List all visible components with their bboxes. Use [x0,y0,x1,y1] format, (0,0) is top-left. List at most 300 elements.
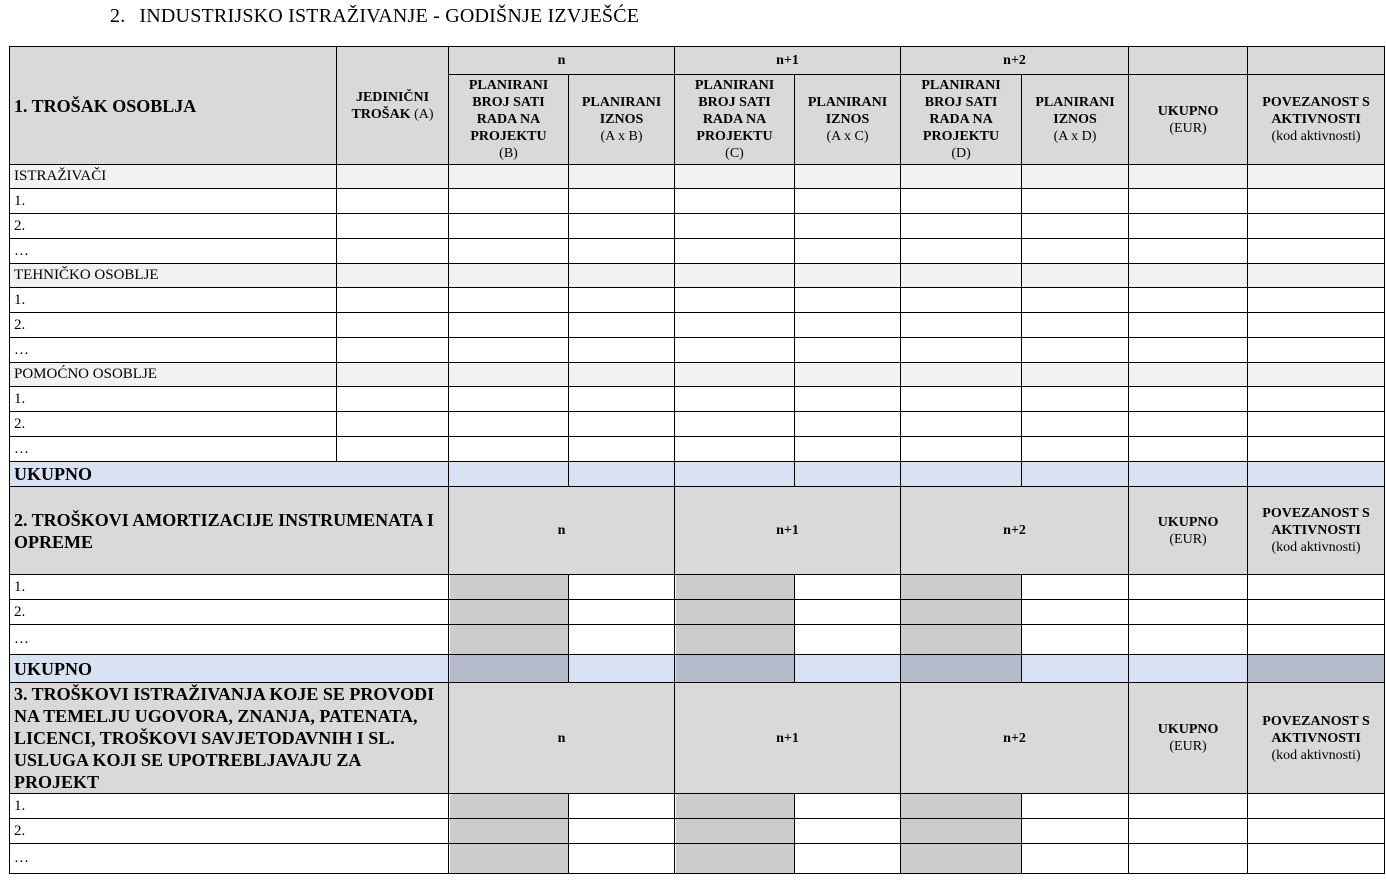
input-cell[interactable] [1248,338,1385,363]
group-cell [337,363,449,387]
link-input-cell[interactable] [1248,794,1385,819]
page-title [110,4,639,28]
total-input-cell[interactable] [1129,819,1248,844]
total-eur-header [1129,683,1248,794]
section2-heading [10,487,449,575]
amount-input-cell[interactable] [795,794,901,819]
planned-hours-header-2 [901,75,1022,165]
total-eur-header [1129,75,1248,165]
input-cell[interactable] [795,412,901,437]
total-input-cell[interactable] [1129,794,1248,819]
row-label [10,239,337,264]
amount-input-cell[interactable] [1022,794,1129,819]
section1-total-row [10,462,1385,487]
input-cell[interactable] [675,239,795,264]
group-label-1: TEHNIČKO OSOBLJE [14,267,159,283]
input-cell[interactable] [1129,338,1248,363]
unit-cost-header [337,47,449,165]
total-row-label [10,655,449,683]
input-cell[interactable] [901,338,1022,363]
year-header-2 [901,683,1129,794]
group-cell [1022,165,1129,189]
row-number: 1. [14,797,26,814]
year-label-2: n+2 [1003,53,1026,68]
input-cell[interactable] [675,214,795,239]
input-cell[interactable] [1129,412,1248,437]
group-cell [337,264,449,288]
planned-amount-header-1 [795,75,901,165]
link-input-cell[interactable] [1248,575,1385,600]
input-cell[interactable] [1022,338,1129,363]
total-row-text: UKUPNO [14,658,92,679]
input-cell[interactable] [1022,437,1129,462]
total-eur-unit: (EUR) [1169,531,1207,547]
table-row [10,189,1385,214]
group-cell [449,264,569,288]
amount-input-cell[interactable] [569,819,675,844]
input-cell[interactable] [337,189,449,214]
row-label [10,437,337,462]
row-number: 1. [14,578,26,595]
hatched-cell [901,575,1022,600]
hatched-total-cell [901,655,1022,683]
table-row [10,819,1385,844]
planned-hours-suffix-2: (D) [951,146,971,161]
year-header-0 [449,47,675,75]
row-number: 2. [14,603,26,620]
row-number: … [14,242,29,259]
input-cell[interactable] [449,239,569,264]
input-cell[interactable] [1248,313,1385,338]
total-input-cell[interactable] [1129,600,1248,625]
input-cell[interactable] [449,412,569,437]
row-label [10,412,337,437]
planned-hours-suffix-0: (B) [499,146,518,161]
year-label-0: n [557,53,566,68]
unit-cost-label: JEDINIČNI TROŠAK [351,89,430,122]
input-cell[interactable] [795,239,901,264]
group-cell [449,165,569,189]
table-row [10,412,1385,437]
section2-total-row [10,655,1385,683]
total-year-header-blank [1129,47,1248,75]
amount-input-cell[interactable] [1022,819,1129,844]
total-eur-unit: (EUR) [1169,739,1207,754]
group-row [10,165,1385,189]
hatched-cell [449,794,569,819]
group-cell [1129,165,1248,189]
year-label-0: n [557,730,566,746]
group-cell [1022,264,1129,288]
section2-header-row [10,487,1385,575]
row-label [10,575,449,600]
hatched-cell [675,819,795,844]
amount-input-cell[interactable] [569,575,675,600]
table-row [10,239,1385,264]
group-cell [901,165,1022,189]
hatched-cell [901,819,1022,844]
group-name-1 [10,264,337,288]
activity-link-unit: (kod aktivnosti) [1271,540,1361,555]
section3-header-row [10,683,1385,794]
amount-input-cell[interactable] [1022,625,1129,655]
link-input-cell[interactable] [1248,600,1385,625]
input-cell[interactable] [1129,288,1248,313]
table-row [10,575,1385,600]
total-row-text: UKUPNO [14,464,92,484]
input-cell[interactable] [795,288,901,313]
hatched-cell [901,625,1022,655]
input-cell[interactable] [1248,214,1385,239]
hatched-cell [449,600,569,625]
hatched-cell [449,625,569,655]
table-row [10,794,1385,819]
row-label [10,313,337,338]
title-text: INDUSTRIJSKO ISTRAŽIVANJE - GODIŠNJE IZVJEŠĆE [139,5,640,27]
input-cell[interactable] [1022,214,1129,239]
input-cell[interactable] [569,288,675,313]
link-input-cell[interactable] [1248,625,1385,655]
input-cell[interactable] [795,214,901,239]
hatched-cell [901,844,1022,874]
row-label [10,600,449,625]
input-cell[interactable] [795,189,901,214]
total-cell[interactable] [1248,462,1385,487]
hatched-cell [449,575,569,600]
input-cell[interactable] [337,239,449,264]
planned-hours-header-0 [449,75,569,165]
amount-input-cell[interactable] [795,600,901,625]
input-cell[interactable] [795,387,901,412]
year-label-1: n+1 [776,730,799,746]
year-label-2: n+2 [1003,730,1026,746]
group-cell [901,363,1022,387]
input-cell[interactable] [569,338,675,363]
planned-amount-suffix-1: (A x C) [826,129,869,144]
planned-hours-label-2: PLANIRANI BROJ SATI RADA NA PROJEKTU [921,78,1001,144]
group-cell [1248,363,1385,387]
hatched-cell [675,575,795,600]
group-row [10,363,1385,387]
total-amount-cell[interactable] [569,655,675,683]
row-label [10,794,449,819]
total-input-cell[interactable] [1129,575,1248,600]
link-input-cell[interactable] [1248,844,1385,874]
row-number: 2. [14,822,26,839]
input-cell[interactable] [1022,387,1129,412]
group-cell [337,165,449,189]
amount-input-cell[interactable] [569,794,675,819]
total-cell[interactable] [675,462,795,487]
hatched-total-cell [449,655,569,683]
table-row [10,625,1385,655]
activity-link-header [1248,683,1385,794]
input-cell[interactable] [337,214,449,239]
amount-input-cell[interactable] [795,844,901,874]
group-label-2: POMOĆNO OSOBLJE [14,366,157,382]
planned-amount-header-2 [1022,75,1129,165]
activity-link-unit: (kod aktivnosti) [1271,747,1361,763]
annual-report-table [9,46,1385,874]
group-cell [675,165,795,189]
row-label [10,387,337,412]
group-row [10,264,1385,288]
hatched-total-cell [675,655,795,683]
amount-input-cell[interactable] [795,819,901,844]
activity-link-unit: (kod aktivnosti) [1271,129,1361,144]
input-cell[interactable] [337,313,449,338]
input-cell[interactable] [1129,189,1248,214]
input-cell[interactable] [1129,239,1248,264]
input-cell[interactable] [901,288,1022,313]
input-cell[interactable] [337,437,449,462]
total-eur-label: UKUPNO [1157,103,1219,119]
row-number: … [14,341,29,358]
total-input-cell[interactable] [1129,844,1248,874]
input-cell[interactable] [449,288,569,313]
row-label [10,625,449,655]
total-cell[interactable] [1022,462,1129,487]
input-cell[interactable] [795,338,901,363]
input-cell[interactable] [1022,313,1129,338]
table-row [10,214,1385,239]
input-cell[interactable] [901,313,1022,338]
hatched-cell [449,844,569,874]
row-number: … [14,631,29,647]
hatched-cell [901,600,1022,625]
hatched-cell [675,844,795,874]
group-cell [795,264,901,288]
activity-link-label: POVEZANOST S AKTIVNOSTI [1262,95,1370,127]
row-label [10,214,337,239]
total-eur-label: UKUPNO [1157,722,1219,737]
section3-heading-text: 3. TROŠKOVI ISTRAŽIVANJA KOJE SE PROVODI NA TEMELJU UGOVORA, ZNANJA, PATENATA, LICENCI, TROŠKOVI SAVJETODAVNIH I SL. USLUGA KOJI SE UPOTREBLJAVAJU ZA PROJEKT [14,684,435,792]
total-row-label [10,462,449,487]
hatched-link-total-cell [1248,655,1385,683]
group-name-2 [10,363,337,387]
row-number: … [14,850,29,866]
unit-cost-suffix: (A) [414,106,434,122]
input-cell[interactable] [1022,412,1129,437]
group-cell [1129,264,1248,288]
grand-total-cell[interactable] [1129,655,1248,683]
year-header-1 [675,683,901,794]
input-cell[interactable] [795,313,901,338]
group-cell [569,363,675,387]
input-cell[interactable] [795,437,901,462]
input-cell[interactable] [569,437,675,462]
input-cell[interactable] [449,313,569,338]
total-cell[interactable] [901,462,1022,487]
table-row [10,437,1385,462]
input-cell[interactable] [1248,288,1385,313]
hatched-cell [675,600,795,625]
row-number: 2. [14,217,26,234]
group-cell [1248,165,1385,189]
group-cell [449,363,569,387]
input-cell[interactable] [1129,387,1248,412]
table-row [10,338,1385,363]
amount-input-cell[interactable] [569,625,675,655]
input-cell[interactable] [675,288,795,313]
row-number: 1. [14,390,26,407]
input-cell[interactable] [569,239,675,264]
year-header-2 [901,487,1129,575]
total-cell[interactable] [569,462,675,487]
group-cell [569,165,675,189]
group-cell [795,165,901,189]
input-cell[interactable] [901,189,1022,214]
row-number: 1. [14,192,26,209]
planned-hours-header-1 [675,75,795,165]
section1-heading [10,47,337,165]
input-cell[interactable] [1248,437,1385,462]
activity-link-header [1248,75,1385,165]
table-row [10,313,1385,338]
group-label-0: ISTRAŽIVAČI [14,168,107,184]
input-cell[interactable] [569,189,675,214]
year-header-2 [901,47,1129,75]
amount-input-cell[interactable] [795,575,901,600]
group-cell [795,363,901,387]
group-cell [675,363,795,387]
amount-input-cell[interactable] [1022,844,1129,874]
year-label-2: n+2 [1003,523,1026,538]
input-cell[interactable] [337,412,449,437]
group-cell [1248,264,1385,288]
amount-input-cell[interactable] [795,625,901,655]
activity-link-label: POVEZANOST S AKTIVNOSTI [1262,506,1370,538]
input-cell[interactable] [569,214,675,239]
input-cell[interactable] [1248,239,1385,264]
activity-link-header [1248,487,1385,575]
section1-heading-text: 1. TROŠAK OSOBLJA [14,95,197,116]
input-cell[interactable] [901,437,1022,462]
input-cell[interactable] [675,189,795,214]
input-cell[interactable] [337,338,449,363]
group-cell [1129,363,1248,387]
input-cell[interactable] [1248,412,1385,437]
link-input-cell[interactable] [1248,819,1385,844]
row-label [10,189,337,214]
input-cell[interactable] [901,214,1022,239]
year-header-0 [449,683,675,794]
input-cell[interactable] [675,387,795,412]
planned-hours-label-1: PLANIRANI BROJ SATI RADA NA PROJEKTU [694,78,775,144]
input-cell[interactable] [1129,437,1248,462]
table-row [10,288,1385,313]
section2-heading-text: 2. TROŠKOVI AMORTIZACIJE INSTRUMENATA I OPREME [14,509,434,552]
title-number: 2. [110,5,126,27]
year-header-0 [449,487,675,575]
input-cell[interactable] [675,338,795,363]
total-eur-header [1129,487,1248,575]
input-cell[interactable] [901,387,1022,412]
input-cell[interactable] [449,338,569,363]
hatched-cell [901,794,1022,819]
total-input-cell[interactable] [1129,625,1248,655]
group-cell [901,264,1022,288]
planned-amount-label-0: PLANIRANI IZNOS [581,95,662,127]
year-label-0: n [557,523,566,538]
total-eur-label: UKUPNO [1157,514,1219,530]
amount-input-cell[interactable] [569,600,675,625]
table-row [10,600,1385,625]
section1-year-row [10,47,1385,75]
input-cell[interactable] [569,387,675,412]
input-cell[interactable] [337,387,449,412]
planned-amount-label-1: PLANIRANI IZNOS [807,95,888,127]
input-cell[interactable] [1129,214,1248,239]
planned-hours-label-0: PLANIRANI BROJ SATI RADA NA PROJEKTU [468,78,549,144]
input-cell[interactable] [1248,387,1385,412]
input-cell[interactable] [1248,189,1385,214]
section3-heading [10,683,449,794]
input-cell[interactable] [449,189,569,214]
hatched-cell [675,794,795,819]
row-number: 2. [14,316,26,333]
amount-input-cell[interactable] [1022,600,1129,625]
input-cell[interactable] [901,412,1022,437]
input-cell[interactable] [1022,239,1129,264]
total-cell[interactable] [795,462,901,487]
table-row [10,387,1385,412]
row-label [10,338,337,363]
input-cell[interactable] [569,412,675,437]
input-cell[interactable] [569,313,675,338]
input-cell[interactable] [675,313,795,338]
planned-amount-suffix-2: (A x D) [1053,129,1097,144]
input-cell[interactable] [449,214,569,239]
year-header-1 [675,487,901,575]
group-cell [675,264,795,288]
input-cell[interactable] [675,412,795,437]
planned-amount-header-0 [569,75,675,165]
total-cell[interactable] [1129,462,1248,487]
row-label [10,844,449,874]
input-cell[interactable] [337,288,449,313]
planned-amount-label-2: PLANIRANI IZNOS [1035,95,1115,127]
input-cell[interactable] [1129,313,1248,338]
total-amount-cell[interactable] [1022,655,1129,683]
table-row [10,844,1385,874]
amount-input-cell[interactable] [569,844,675,874]
planned-amount-suffix-0: (A x B) [600,129,643,144]
total-eur-unit: (EUR) [1169,120,1207,136]
input-cell[interactable] [901,239,1022,264]
total-cell[interactable] [449,462,569,487]
row-number: 2. [14,415,26,432]
hatched-cell [675,625,795,655]
hatched-cell [449,819,569,844]
group-cell [1022,363,1129,387]
row-number: … [14,440,29,457]
row-label [10,288,337,313]
group-cell [569,264,675,288]
input-cell[interactable] [449,437,569,462]
year-header-1 [675,47,901,75]
input-cell[interactable] [449,387,569,412]
planned-hours-suffix-1: (C) [725,146,744,161]
year-label-1: n+1 [776,523,799,538]
total-amount-cell[interactable] [795,655,901,683]
input-cell[interactable] [1022,288,1129,313]
input-cell[interactable] [1022,189,1129,214]
amount-input-cell[interactable] [1022,575,1129,600]
input-cell[interactable] [675,437,795,462]
group-name-0 [10,165,337,189]
year-label-1: n+1 [776,53,799,68]
